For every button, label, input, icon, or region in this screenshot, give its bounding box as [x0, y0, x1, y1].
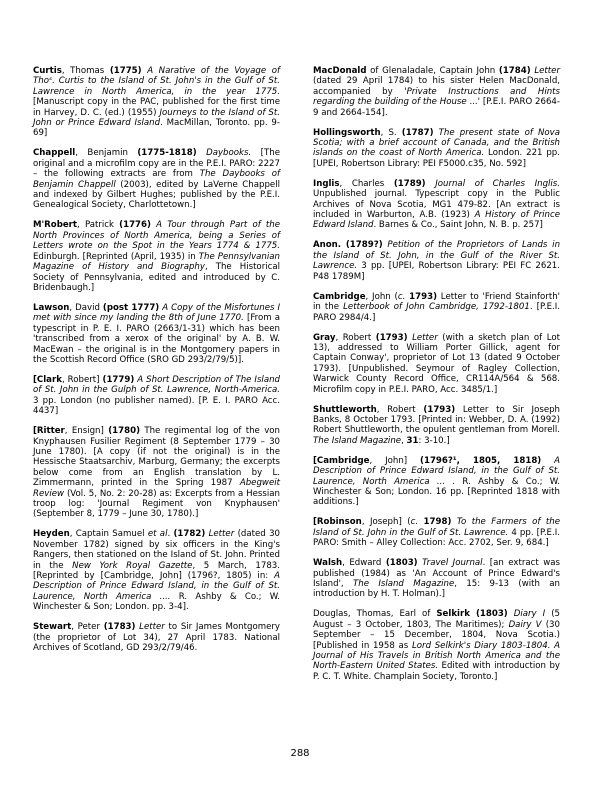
entry-text: , John]: [369, 455, 421, 466]
entry-text: (with a sketch plan of Lot 13), addressed to William Porter Gillick, agent for Captain Conway', proprietor of Lot 13 (dated 9 October 1793). [Unpublished. Seymour of Ragley Collection, Warwick County Record Office, CR114A/564 & 568. Microfilm copy in P.E.I. PARO, Acc. 3485/1.]: [313, 332, 560, 395]
entry-italic-text: The Pennsylvanian Magazine of History and Biography: [33, 251, 280, 273]
entry-text: 4 pp. [P.E.I. PARO: Smith – Alley Collection: Acc. 2702, Ser. 9, 684.]: [313, 527, 560, 549]
entry-text: (Vol. 5, No. 2: 20-28) as: Excerpts from a Hessian troop log: 'Journal Regiment von Knyphausen' (September 8, 1779 – June 30, 1780).]: [33, 488, 280, 520]
entry-bold-text: (1796?¹, 1805, 1818): [420, 455, 542, 466]
entry-italic-text: A Description of Prince Edward Island, in the Gulf of St. Laurence, North America ... .: [313, 455, 561, 487]
bibliography-entry: [33, 303, 280, 365]
bibliography-entry: [33, 220, 280, 293]
entry-text: ...' [P.E.I. PARO 2664-9 and 2664-154].: [313, 97, 560, 118]
entry-bold-text: [Cambridge: [313, 455, 370, 466]
entry-italic-text: c.: [397, 291, 406, 302]
entry-text: R. Ashby & Co.; W. Winchester & Son; London. pp. 3-4].: [33, 591, 280, 613]
entry-text: Letter to 'Friend Stainforth' in the: [313, 291, 561, 313]
entry-italic-text: c.: [410, 517, 419, 528]
entry-text: [541, 456, 554, 466]
entry-bold-text: (1776): [119, 220, 151, 231]
entry-bold-text: (1780): [108, 426, 140, 437]
entry-text: , Charles: [339, 178, 394, 189]
entry-text: , Thomas: [61, 66, 110, 76]
entry-italic-text: A Narative of the Voyage of Thoˢ. Curtis to the Island of St. John's in the Gulf of St. Lawrence in North America, in the year 1775.: [33, 66, 281, 97]
entry-text: , Benjamin: [75, 148, 138, 159]
entry-text: , Patrick: [77, 220, 120, 231]
entry-text: . MacMillan, Toronto. pp. 9-69]: [33, 118, 280, 139]
entry-italic-text: et al: [147, 529, 168, 540]
entry-text: ,: [401, 435, 407, 446]
entry-italic-text: A Tour through Part of the North Provinces of North America, being a Series of Letters wrote on the Spot in the Years 1774 & 1775.: [33, 220, 281, 252]
entry-text: The regimental log of the von Knyphausen Fusilier Regiment (8 September 1779 – 30 June 1780). [A copy (if not the original) is in the Hessische Staatsarchiv, Marburg, Germany; the excerpts below come from an English translation by L. Zimmermann, printed in the Spring 1987: [33, 426, 280, 489]
entry-bold-text: Walsh: [313, 558, 343, 569]
entry-text: , John (: [365, 291, 398, 302]
entry-italic-text: Private Instructions and Hints regarding the building of the House: [313, 86, 561, 108]
entry-bold-text: Selkirk: [436, 609, 470, 620]
entry-italic-text: A Description of Prince Edward Island, in the Gulf of St. Laurence, North America ....: [33, 571, 280, 602]
entry-text: , The Historical Society of Pennsylvania, edited and introduced by C. Bridenbaugh.]: [33, 262, 280, 293]
entry-text: , Peter: [71, 622, 104, 633]
bibliography-entry: [33, 622, 280, 653]
entry-text: .: [167, 529, 174, 540]
entry-text: . [P.E.I. PARO 2984/4.]: [313, 302, 561, 323]
entry-text: Unpublished journal. Typescript copy in the Public Archives of Nova Scotia, MG1 479-82. [An extract is included in Warburton, A.B. (1923): [313, 189, 560, 221]
entry-text: (5 August – 3 October, 1803, The Maritimes);: [313, 609, 561, 630]
entry-bold-text: (1789): [393, 178, 426, 189]
right-column: [313, 66, 560, 692]
entry-italic-text: Lord Selkirk's Diary 1803-1804. A Journal of His Travels in British North America and the North-Eastern United States.: [313, 640, 560, 672]
entry-text: , David: [69, 302, 103, 313]
bibliography-entry: [33, 148, 280, 210]
bibliography-entry: [313, 405, 560, 447]
entry-text: [426, 179, 436, 189]
entry-italic-text: Abegweit Review: [33, 478, 280, 499]
entry-bold-text: (1775): [109, 66, 142, 76]
entry-bold-text: (1803): [475, 609, 508, 620]
entry-bold-text: (1783): [103, 622, 136, 633]
entry-bold-text: 1793): [409, 291, 438, 302]
entry-text: (2003), edited by LaVerne Chappell and indexed by Gilbert Hughes; published by the P.E.I. Genealogical Society, Charlottetown.]: [33, 179, 280, 211]
entry-text: [Manuscript copy in the PAC, published for the first time in Harvey, D. C. (ed.) (1955): [33, 97, 280, 118]
bibliography-entry: [313, 128, 560, 170]
entry-bold-text: Cambridge: [313, 291, 366, 302]
entry-bold-text: (1775-1818): [137, 148, 197, 159]
entry-text: , Robert: [335, 332, 376, 343]
entry-text: Edinburgh. [Reprinted (April, 1935) in: [33, 251, 199, 262]
entry-bold-text: Anon.: [313, 240, 342, 251]
bibliography-entry: [313, 333, 560, 395]
entry-text: R. Ashby & Co.; W. Winchester & Son; London. 16 pp. [Reprinted 1818 with additions.]: [313, 476, 560, 508]
entry-bold-text: [Clark: [33, 374, 62, 385]
entry-bold-text: (1782): [173, 529, 206, 540]
entry-italic-text: Letterbook of John Cambridge, 1792-1801: [343, 302, 530, 313]
entry-bold-text: (1779): [102, 374, 135, 385]
bibliography-entry: [313, 179, 560, 231]
entry-text: [197, 148, 206, 158]
entry-bold-text: (1787): [401, 127, 434, 138]
bibliography-entry: [33, 529, 280, 612]
entry-bold-text: (1784): [498, 66, 531, 76]
entry-text: , Ensign]: [64, 426, 109, 437]
entry-text: , Robert: [376, 404, 424, 415]
entry-text: , 5 March, 1783. [Reprinted by [Cambridge, John] (1796?, 1805) in:: [33, 560, 280, 582]
entry-text: London. 221 pp. [UPEI, Robertson Library: PEI F5000.c35, No. 592]: [313, 148, 560, 169]
entry-bold-text: Gray: [313, 332, 336, 343]
entry-italic-text: The Island Magazine: [313, 435, 402, 446]
entry-bold-text: [Robinson: [313, 517, 362, 528]
entry-bold-text: 1798): [423, 517, 452, 528]
entry-text: 3 pp. London (no publisher named). [P. E. I. PARO Acc. 4437]: [33, 395, 280, 417]
entry-text: , Joseph] (: [361, 517, 411, 528]
entry-bold-text: (post 1777): [102, 302, 160, 313]
entry-italic-text: New York Royal Gazette: [72, 560, 193, 571]
entry-bold-text: Curtis: [33, 66, 62, 76]
entry-italic-text: Dairy V: [508, 619, 542, 630]
entry-text: . [an extract was published (1984) as 'An Account of Prince Edward's Island',: [313, 558, 561, 589]
entry-italic-text: Letter: [208, 529, 235, 540]
entry-text: , 15: 9-13 (with an introduction by H. T. Holman).]: [313, 579, 560, 600]
bibliography-entry: [313, 609, 560, 682]
entry-text: (dated 30 November 1782) signed by six officers in the King's Rangers, then stationed on the Island of St. John. Printed in the: [33, 529, 280, 571]
entry-text: of Glenaladale, Captain John: [366, 66, 499, 76]
entry-italic-text: A Short Description of The Island of St. John in the Gulph of St. Lawrence, North-America.: [33, 374, 280, 396]
entry-text: 3 pp. [UPEI, Robertson Library: PEI FC 2621. P48 1789M]: [313, 261, 560, 282]
entry-text: , Edward: [342, 558, 386, 569]
entry-italic-text: Letter: [412, 332, 438, 343]
entry-text: [The original and a microfilm copy are in the P.E.I. PARO: 2227 – the following extracts are from: [33, 148, 280, 180]
entry-bold-text: (1803): [385, 558, 418, 569]
bibliography-entry: [313, 292, 560, 323]
entry-text: . Barnes & Co., Saint John, N. B. p. 257]: [373, 220, 543, 231]
entry-bold-text: Shuttleworth: [313, 404, 377, 415]
bibliography-entry: [313, 558, 560, 600]
entry-text: Douglas, Thomas, Earl of: [313, 609, 437, 620]
page-number: 288: [290, 748, 310, 759]
entry-italic-text: Travel Journal: [422, 558, 483, 569]
entry-bold-text: (1789?): [345, 240, 383, 251]
bibliography-entry: [33, 426, 280, 520]
entry-italic-text: A Copy of the Misfortunes I met with since my landing the 8th of June 1770.: [33, 302, 281, 324]
entry-italic-text: The present state of Nova Scotia; with a brief account of Canada, and the British islands on the coast of North America.: [313, 127, 560, 159]
entry-text: Letter to Sir Joseph Banks, 8 October 1793. [Printed in: Webber, D. A. (1992) Robert Shuttleworth, the opulent gentleman from Morell.: [313, 404, 561, 436]
bibliography-entry: [313, 456, 560, 508]
entry-text: Edited with introduction by P. C. T. White. Champlain Society, Toronto.]: [313, 661, 560, 682]
bibliography-entry: [33, 66, 280, 139]
entry-bold-text: Chappell: [33, 148, 76, 159]
entry-text: : 3-10.]: [418, 435, 450, 446]
entry-bold-text: Heyden: [33, 529, 70, 540]
entry-text: [From a typescript in P. E. I. PARO (2663/1-31) which has been 'transcribed from a xerox of the original' by A. B. W. MacEwan – the original is in the Montgomery papers in the Scottish Record Office (SRO GD 293/2/79/5)].: [33, 313, 280, 365]
entry-bold-text: MacDonald: [313, 66, 367, 76]
entry-text: , Robert]: [61, 374, 103, 385]
entry-italic-text: The Daybooks of Benjamin Chappell: [33, 169, 280, 190]
entry-italic-text: Daybooks.: [206, 148, 252, 159]
entry-italic-text: Letter: [139, 622, 165, 633]
bibliography-entry: [313, 240, 560, 282]
bibliography-entry: [33, 375, 280, 417]
entry-bold-text: (1793): [423, 404, 456, 415]
entry-italic-text: Letter: [534, 66, 560, 76]
entry-text: (dated 29 April 1784) to his sister Helen MacDonald, accompanied by ': [313, 76, 560, 97]
entry-text: , Captain Samuel: [69, 529, 148, 540]
entry-bold-text: Stewart: [33, 622, 72, 633]
entry-italic-text: Petition of the Proprietors of Lands in the Island of St. John, in the Gulf of the River St. Lawrence.: [313, 240, 561, 272]
entry-italic-text: To the Farmers of the Island of St. John in the Gulf of St. Lawrence.: [313, 517, 560, 538]
entry-bold-text: M'Robert: [33, 220, 78, 231]
bibliography-entry: [313, 517, 560, 548]
entry-text: to Sir James Montgomery (the proprietor of Lot 34), 27 April 1783. National Archives of Scotland, GD 293/2/79/46.: [33, 622, 280, 654]
entry-bold-text: Lawson: [33, 302, 70, 313]
entry-bold-text: 31: [406, 435, 419, 446]
entry-bold-text: Hollingsworth: [313, 127, 381, 138]
entry-italic-text: A History of Prince Edward Island: [313, 210, 560, 231]
entry-text: , S.: [380, 127, 402, 138]
entry-italic-text: Journeys to the Island of St. John or Prince Edward Island: [33, 107, 280, 129]
entry-bold-text: Inglis: [313, 178, 340, 189]
entry-italic-text: Journal of Charles Inglis.: [435, 178, 561, 189]
entry-bold-text: (1793): [375, 332, 408, 343]
entry-bold-text: [Ritter: [33, 426, 65, 437]
entry-text: (30 September – 15 December, 1804, Nova Scotia.) [Published in 1958 as: [313, 619, 560, 651]
entry-italic-text: Diary I: [513, 609, 546, 620]
bibliography-entry: [313, 66, 560, 118]
left-column: [33, 66, 280, 663]
entry-italic-text: The Island Magazine: [353, 579, 455, 589]
